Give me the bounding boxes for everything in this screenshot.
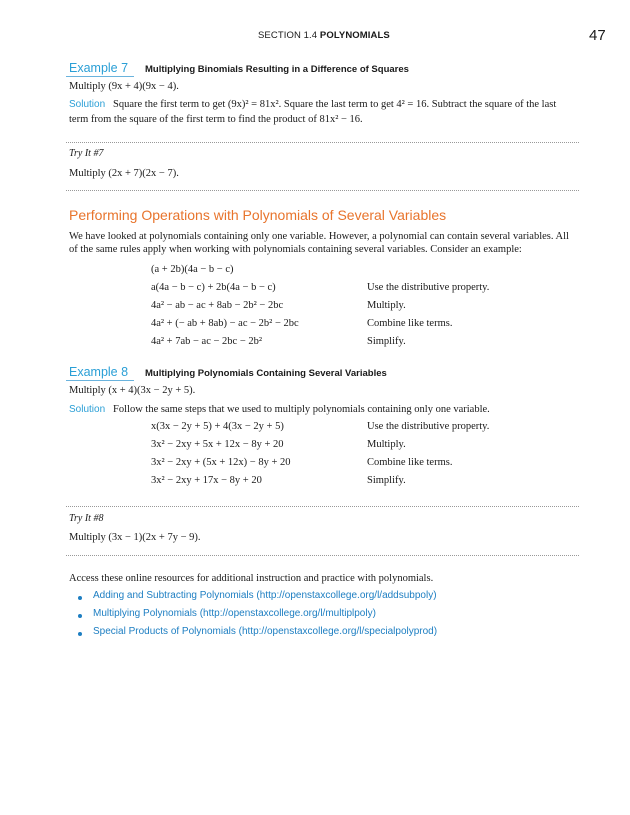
header-title: POLYNOMIALS — [319, 30, 390, 41]
bullet-icon — [78, 632, 82, 636]
divider — [66, 506, 579, 507]
solution-line-1: Square the first term to get (9x)² = 81x². Square the last term to get 4² = 16. Subtract the square of the last — [113, 99, 557, 110]
solution-text: Follow the same steps that we used to multiply polynomials containing only one variable. — [113, 404, 490, 415]
solution-label: Solution — [69, 404, 106, 415]
step-expression: x(3x − 2y + 5) + 4(3x − 2y + 5) — [151, 421, 284, 432]
page-number: 47 — [589, 27, 606, 44]
step-note: Multiply. — [367, 300, 406, 311]
step-note: Use the distributive property. — [367, 282, 490, 293]
try-it-7-label: Try It #7 — [69, 148, 104, 159]
example-8-label: Example 8 — [69, 365, 129, 379]
step-expression: 4a² + 7ab − ac − 2bc − 2b² — [151, 336, 263, 347]
example-8-title: Multiplying Polynomials Containing Several Variables — [145, 368, 387, 379]
try-it-8-problem: Multiply (3x − 1)(2x + 7y − 9). — [69, 532, 201, 543]
example-8-underline — [66, 380, 134, 381]
header-section: SECTION 1.4 — [258, 30, 318, 41]
step-expression: 4a² + (− ab + 8ab) − ac − 2b² − 2bc — [151, 318, 299, 329]
step-expression: (a + 2b)(4a − b − c) — [151, 264, 234, 275]
example-7-underline — [66, 76, 134, 77]
resource-link-special-products[interactable]: Special Products of Polynomials (http://openstaxcollege.org/l/specialpolyprod) — [93, 626, 438, 637]
step-note: Simplify. — [367, 475, 406, 486]
example-7-label: Example 7 — [69, 61, 129, 75]
step-note: Simplify. — [367, 336, 406, 347]
divider — [66, 142, 579, 143]
example-7-solution-line-2: term from the square of the first term to find the product of 81x² − 16. — [69, 114, 363, 125]
try-it-8-label: Try It #8 — [69, 513, 104, 524]
step-expression: 3x² − 2xy + 5x + 12x − 8y + 20 — [151, 439, 284, 450]
example-8-problem: Multiply (x + 4)(3x − 2y + 5). — [69, 385, 196, 396]
step-note: Use the distributive property. — [367, 421, 490, 432]
example-8-solution — [69, 401, 490, 418]
bullet-icon — [78, 614, 82, 618]
bullet-icon — [78, 596, 82, 600]
step-note: Combine like terms. — [367, 457, 453, 468]
section-paragraph-line-2: of the same rules apply when working with polynomials containing several variables. Consider an example: — [69, 244, 522, 255]
running-header — [258, 30, 390, 41]
section-paragraph-line-1: We have looked at polynomials containing only one variable. However, a polynomial can contain several variables. All — [69, 231, 569, 242]
example-7-problem: Multiply (9x + 4)(9x − 4). — [69, 81, 179, 92]
resource-link-multiplying[interactable]: Multiplying Polynomials (http://openstaxcollege.org/l/multiplpoly) — [93, 608, 376, 619]
divider — [66, 190, 579, 191]
resources-intro: Access these online resources for additional instruction and practice with polynomials. — [69, 573, 434, 584]
example-7-title: Multiplying Binomials Resulting in a Difference of Squares — [145, 64, 409, 75]
step-expression: a(4a − b − c) + 2b(4a − b − c) — [151, 282, 276, 293]
try-it-7-problem: Multiply (2x + 7)(2x − 7). — [69, 168, 179, 179]
divider — [66, 555, 579, 556]
step-expression: 3x² − 2xy + 17x − 8y + 20 — [151, 475, 262, 486]
step-note: Multiply. — [367, 439, 406, 450]
step-expression: 4a² − ab − ac + 8ab − 2b² − 2bc — [151, 300, 284, 311]
step-note: Combine like terms. — [367, 318, 453, 329]
solution-label: Solution — [69, 99, 106, 110]
resource-link-adding-subtracting[interactable]: Adding and Subtracting Polynomials (http://openstaxcollege.org/l/addsubpoly) — [93, 590, 437, 601]
section-heading: Performing Operations with Polynomials of Several Variables — [69, 207, 447, 223]
step-expression: 3x² − 2xy + (5x + 12x) − 8y + 20 — [151, 457, 291, 468]
